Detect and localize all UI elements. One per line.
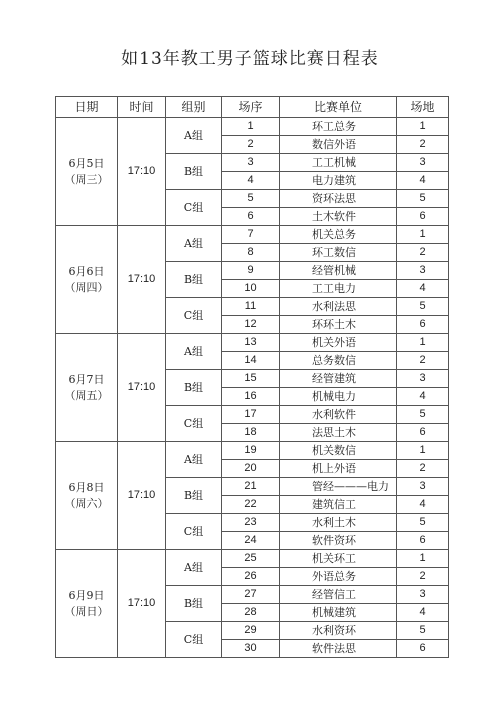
match-seq-cell: 27 <box>222 586 280 604</box>
match-seq-cell: 18 <box>222 424 280 442</box>
group-cell: B组 <box>166 154 222 190</box>
match-seq-cell: 26 <box>222 568 280 586</box>
group-cell: B组 <box>166 586 222 622</box>
group-cell: C组 <box>166 406 222 442</box>
teams-cell: 机关环工 <box>280 550 397 568</box>
court-cell: 6 <box>397 316 449 334</box>
table-row <box>56 442 449 460</box>
match-seq-cell: 5 <box>222 190 280 208</box>
court-cell: 5 <box>397 406 449 424</box>
match-seq-cell: 20 <box>222 460 280 478</box>
teams-cell: 机械建筑 <box>280 604 397 622</box>
teams-cell: 法思土木 <box>280 424 397 442</box>
match-seq-cell: 16 <box>222 388 280 406</box>
teams-cell: 环工总务 <box>280 118 397 136</box>
teams-cell: 机上外语 <box>280 460 397 478</box>
teams-cell: 工工机械 <box>280 154 397 172</box>
group-cell: A组 <box>166 334 222 370</box>
match-seq-cell: 22 <box>222 496 280 514</box>
court-cell: 3 <box>397 154 449 172</box>
teams-cell: 经管建筑 <box>280 370 397 388</box>
court-cell: 5 <box>397 190 449 208</box>
teams-cell: 建筑信工 <box>280 496 397 514</box>
match-seq-cell: 2 <box>222 136 280 154</box>
match-seq-cell: 28 <box>222 604 280 622</box>
match-seq-cell: 9 <box>222 262 280 280</box>
time-cell: 17:10 <box>118 442 166 550</box>
court-cell: 3 <box>397 478 449 496</box>
teams-cell: 机关外语 <box>280 334 397 352</box>
court-cell: 2 <box>397 568 449 586</box>
teams-cell: 水利法思 <box>280 298 397 316</box>
match-seq-cell: 4 <box>222 172 280 190</box>
header-match-seq: 场序 <box>222 97 280 118</box>
schedule-body <box>56 118 449 658</box>
date-cell: 6月8日（周六） <box>56 442 118 550</box>
match-seq-cell: 17 <box>222 406 280 424</box>
teams-cell: 外语总务 <box>280 568 397 586</box>
court-cell: 3 <box>397 262 449 280</box>
match-seq-cell: 30 <box>222 640 280 658</box>
header-date: 日期 <box>56 97 118 118</box>
teams-cell: 机械电力 <box>280 388 397 406</box>
header-time: 时间 <box>118 97 166 118</box>
time-cell: 17:10 <box>118 550 166 658</box>
court-cell: 4 <box>397 280 449 298</box>
teams-cell: 软件资环 <box>280 532 397 550</box>
group-cell: A组 <box>166 226 222 262</box>
header-group: 组别 <box>166 97 222 118</box>
match-seq-cell: 19 <box>222 442 280 460</box>
match-seq-cell: 11 <box>222 298 280 316</box>
teams-cell: 总务数信 <box>280 352 397 370</box>
teams-cell: 数信外语 <box>280 136 397 154</box>
teams-cell: 环工数信 <box>280 244 397 262</box>
match-seq-cell: 12 <box>222 316 280 334</box>
court-cell: 5 <box>397 514 449 532</box>
group-cell: A组 <box>166 442 222 478</box>
match-seq-cell: 7 <box>222 226 280 244</box>
date-cell: 6月6日（周四） <box>56 226 118 334</box>
teams-cell: 水利土木 <box>280 514 397 532</box>
court-cell: 1 <box>397 334 449 352</box>
group-cell: C组 <box>166 298 222 334</box>
match-seq-cell: 21 <box>222 478 280 496</box>
teams-cell: 水利软件 <box>280 406 397 424</box>
schedule-table <box>55 96 449 658</box>
teams-cell: 电力建筑 <box>280 172 397 190</box>
time-cell: 17:10 <box>118 226 166 334</box>
date-cell: 6月5日（周三） <box>56 118 118 226</box>
table-row <box>56 334 449 352</box>
court-cell: 1 <box>397 226 449 244</box>
group-cell: B组 <box>166 370 222 406</box>
court-cell: 5 <box>397 298 449 316</box>
court-cell: 4 <box>397 388 449 406</box>
group-cell: C组 <box>166 190 222 226</box>
court-cell: 6 <box>397 208 449 226</box>
match-seq-cell: 24 <box>222 532 280 550</box>
table-row <box>56 226 449 244</box>
court-cell: 5 <box>397 622 449 640</box>
date-cell: 6月9日（周日） <box>56 550 118 658</box>
date-cell: 6月7日（周五） <box>56 334 118 442</box>
table-row <box>56 118 449 136</box>
court-cell: 6 <box>397 424 449 442</box>
match-seq-cell: 3 <box>222 154 280 172</box>
teams-cell: 水利资环 <box>280 622 397 640</box>
group-cell: A组 <box>166 118 222 154</box>
court-cell: 3 <box>397 370 449 388</box>
header-court: 场地 <box>397 97 449 118</box>
match-seq-cell: 10 <box>222 280 280 298</box>
match-seq-cell: 14 <box>222 352 280 370</box>
court-cell: 1 <box>397 550 449 568</box>
teams-cell: 工工电力 <box>280 280 397 298</box>
match-seq-cell: 29 <box>222 622 280 640</box>
court-cell: 4 <box>397 604 449 622</box>
court-cell: 6 <box>397 640 449 658</box>
court-cell: 1 <box>397 442 449 460</box>
match-seq-cell: 15 <box>222 370 280 388</box>
teams-cell: 软件法思 <box>280 640 397 658</box>
court-cell: 2 <box>397 460 449 478</box>
court-cell: 4 <box>397 496 449 514</box>
match-seq-cell: 8 <box>222 244 280 262</box>
group-cell: B组 <box>166 262 222 298</box>
teams-cell: 资环法思 <box>280 190 397 208</box>
court-cell: 1 <box>397 118 449 136</box>
match-seq-cell: 23 <box>222 514 280 532</box>
teams-cell: 经管信工 <box>280 586 397 604</box>
group-cell: A组 <box>166 550 222 586</box>
teams-cell: 土木软件 <box>280 208 397 226</box>
group-cell: B组 <box>166 478 222 514</box>
court-cell: 2 <box>397 352 449 370</box>
court-cell: 2 <box>397 244 449 262</box>
teams-cell: 经管机械 <box>280 262 397 280</box>
teams-cell: 管经———电力 <box>280 478 397 496</box>
teams-cell: 环环土木 <box>280 316 397 334</box>
teams-cell: 机关总务 <box>280 226 397 244</box>
match-seq-cell: 13 <box>222 334 280 352</box>
court-cell: 4 <box>397 172 449 190</box>
match-seq-cell: 6 <box>222 208 280 226</box>
court-cell: 6 <box>397 532 449 550</box>
match-seq-cell: 1 <box>222 118 280 136</box>
table-header-row <box>56 97 449 118</box>
time-cell: 17:10 <box>118 118 166 226</box>
court-cell: 2 <box>397 136 449 154</box>
group-cell: C组 <box>166 622 222 658</box>
group-cell: C组 <box>166 514 222 550</box>
table-row <box>56 550 449 568</box>
teams-cell: 机关数信 <box>280 442 397 460</box>
time-cell: 17:10 <box>118 334 166 442</box>
header-teams: 比赛单位 <box>280 97 397 118</box>
court-cell: 3 <box>397 586 449 604</box>
match-seq-cell: 25 <box>222 550 280 568</box>
page-title: 如13年教工男子篮球比赛日程表 <box>121 49 379 69</box>
